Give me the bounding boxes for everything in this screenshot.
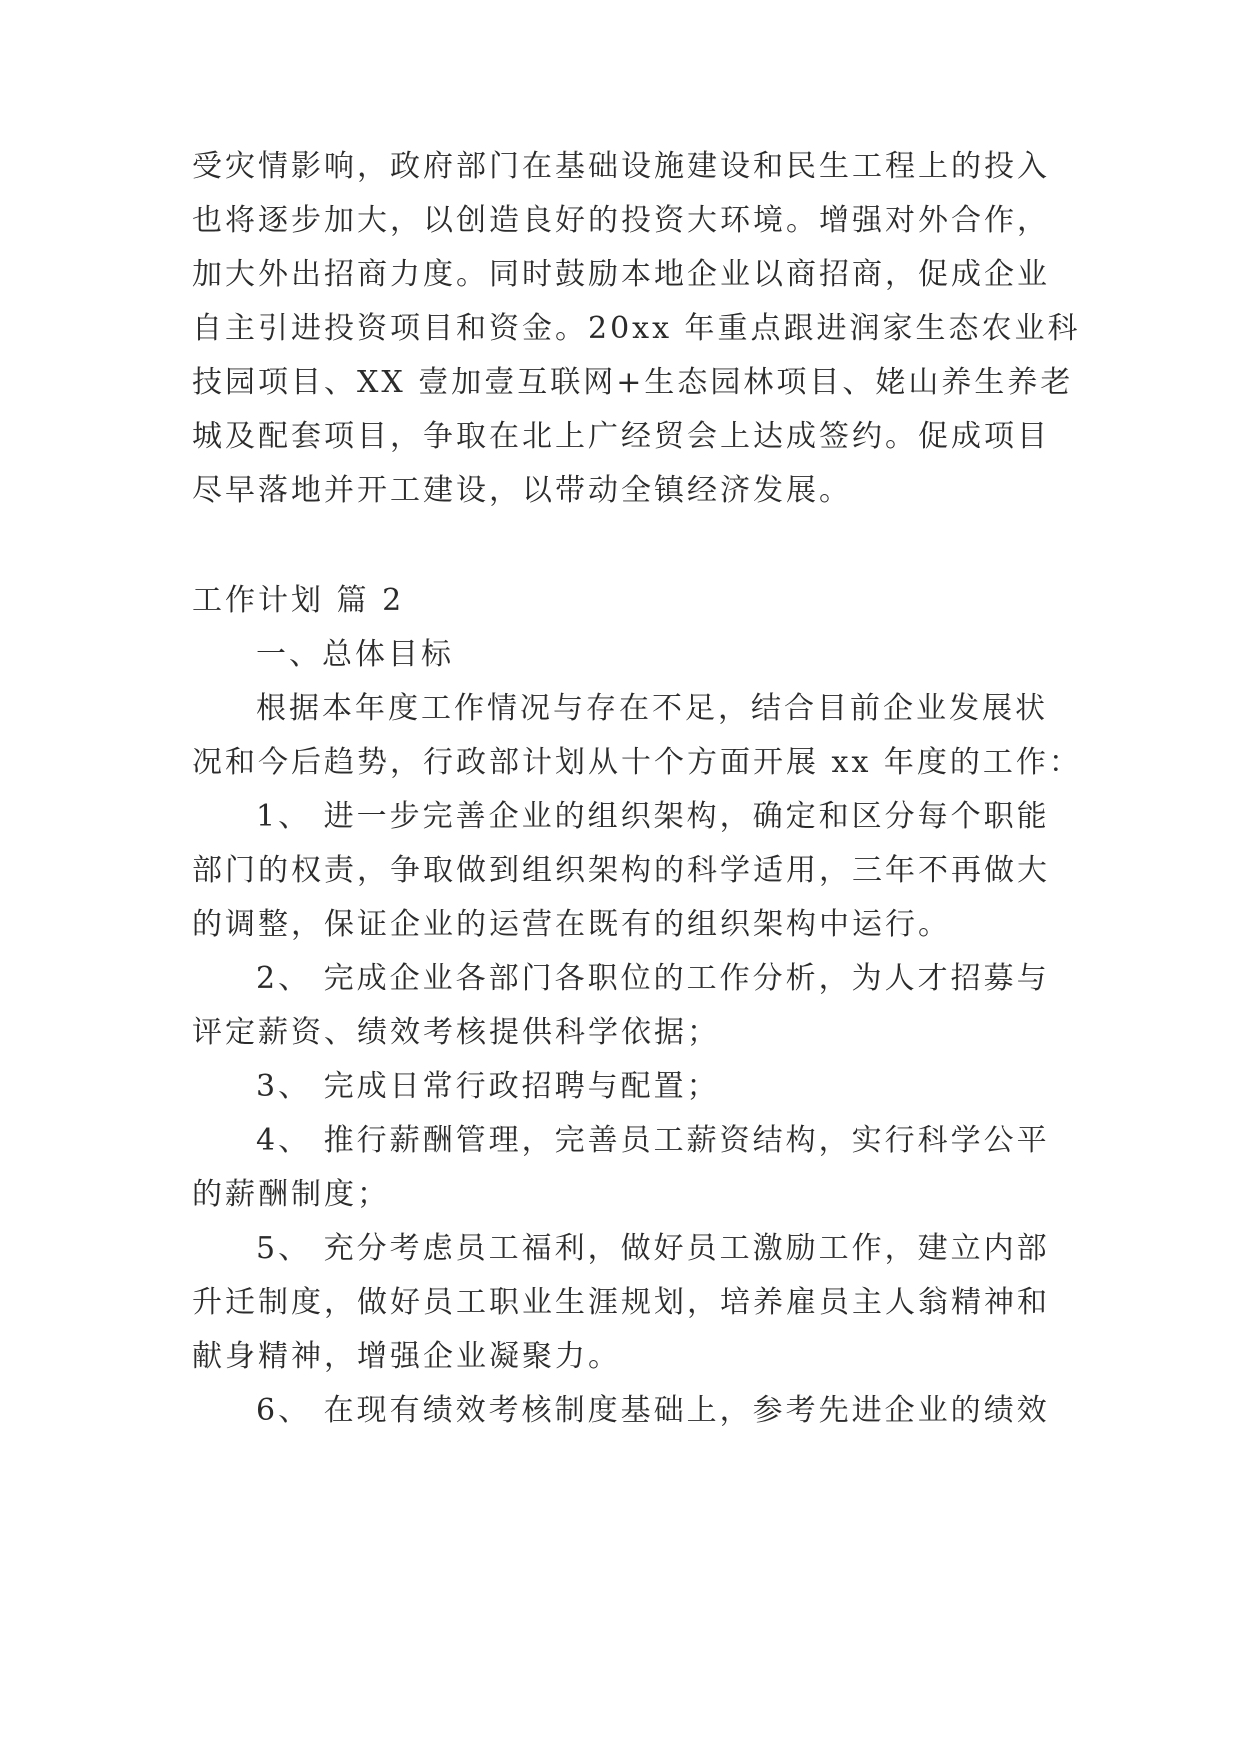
text-line: 技园项目、XX 壹加壹互联网+生态园林项目、姥山养生养老 [192,365,1074,400]
text-line: 升迁制度，做好员工职业生涯规划，培养雇员主人翁精神和 [192,1285,1050,1320]
list-item-line: 1、 进一步完善企业的组织架构，确定和区分每个职能 [256,799,1050,834]
list-item-line: 5、 充分考虑员工福利，做好员工激励工作，建立内部 [256,1231,1050,1266]
text-line: 根据本年度工作情况与存在不足，结合目前企业发展状 [256,691,1048,726]
text-line: 受灾情影响，政府部门在基础设施建设和民生工程上的投入 [192,149,1050,184]
text-line: 部门的权责，争取做到组织架构的科学适用，三年不再做大 [192,853,1050,888]
text-line: 评定薪资、绩效考核提供科学依据； [192,1015,720,1050]
text-line: 尽早落地并开工建设，以带动全镇经济发展。 [192,473,852,508]
text-line: 况和今后趋势，行政部计划从十个方面开展 xx 年度的工作： [192,745,1082,780]
text-line: 的调整，保证企业的运营在既有的组织架构中运行。 [192,907,951,942]
list-item-line: 4、 推行薪酬管理，完善员工薪资结构，实行科学公平 [256,1123,1050,1158]
text-line: 加大外出招商力度。同时鼓励本地企业以商招商，促成企业 [192,257,1050,292]
list-item-line: 6、 在现有绩效考核制度基础上，参考先进企业的绩效 [256,1393,1050,1428]
list-item-line: 3、 完成日常行政招聘与配置； [256,1069,720,1104]
text-line: 的薪酬制度； [192,1177,390,1212]
section-heading: 工作计划 篇 2 [192,583,405,618]
subsection-heading: 一、总体目标 [256,637,454,672]
text-line: 献身精神，增强企业凝聚力。 [192,1339,621,1374]
list-item-line: 2、 完成企业各部门各职位的工作分析，为人才招募与 [256,961,1050,996]
text-line: 城及配套项目，争取在北上广经贸会上达成签约。促成项目 [192,419,1050,454]
text-line: 自主引进投资项目和资金。20xx 年重点跟进润家生态农业科 [192,311,1081,346]
text-line: 也将逐步加大，以创造良好的投资大环境。增强对外合作， [192,203,1050,238]
